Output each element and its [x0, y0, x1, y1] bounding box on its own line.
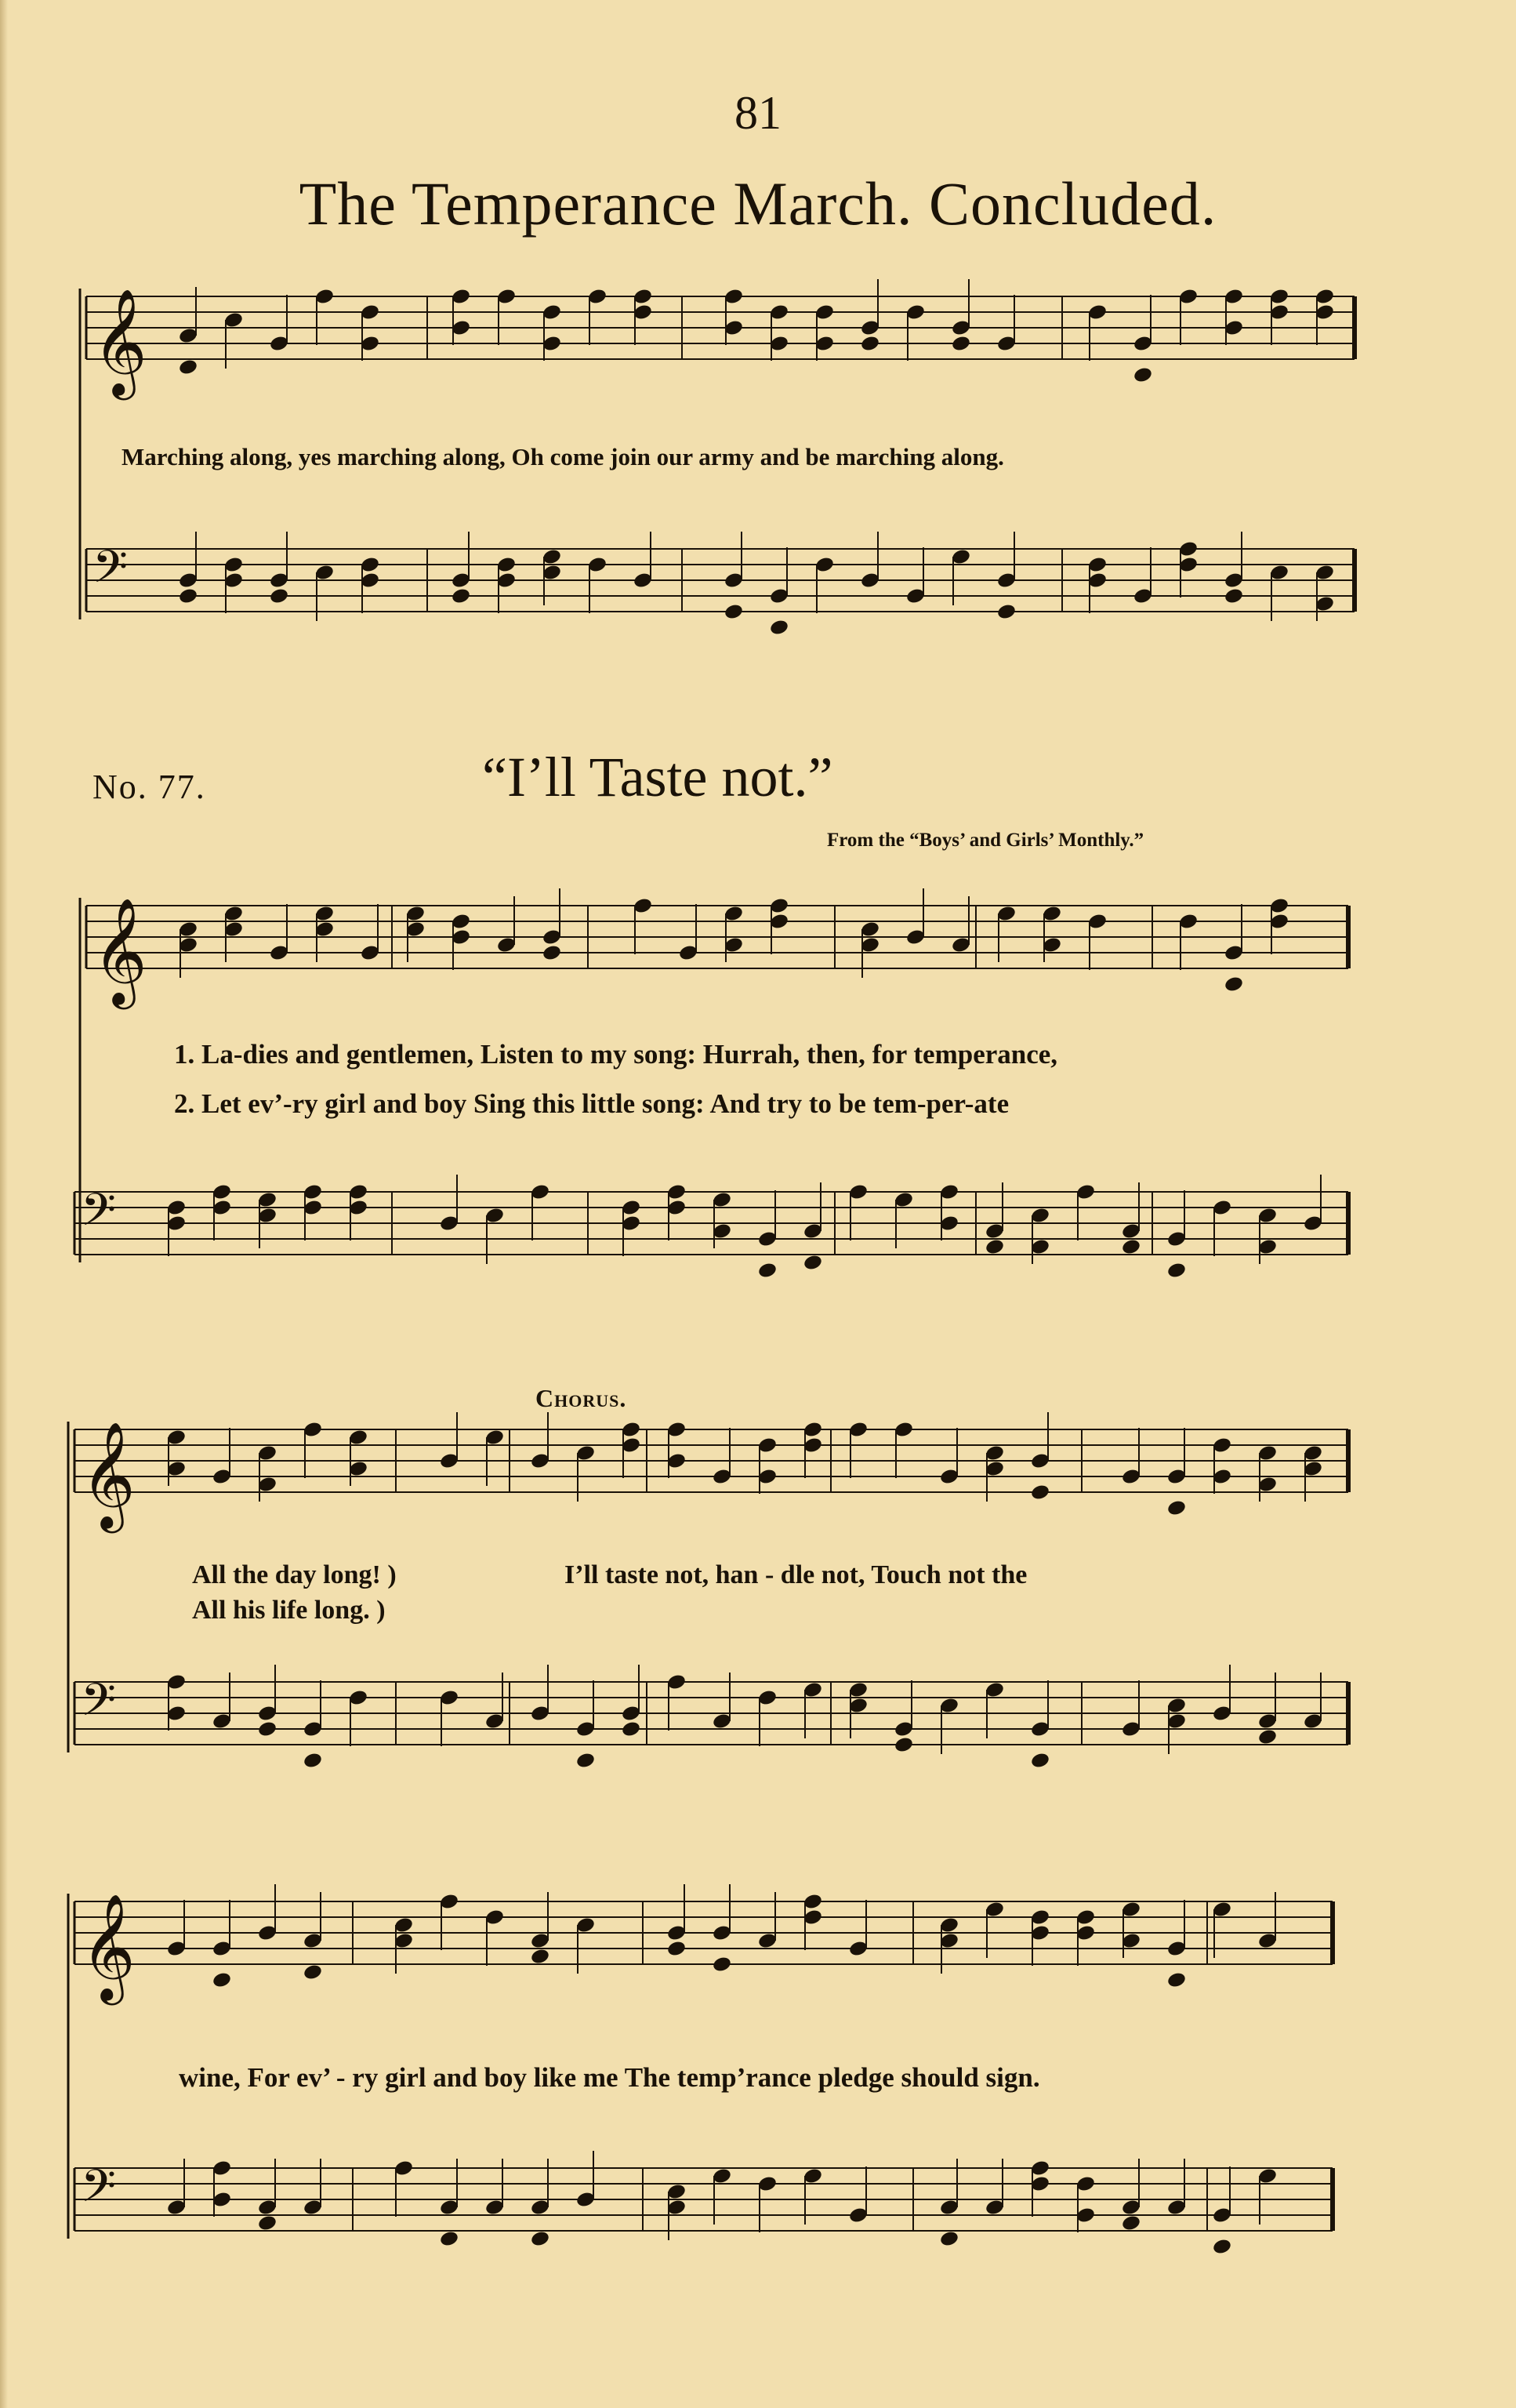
- note-head: [939, 2230, 959, 2248]
- bass-clef: 𝄢: [81, 1183, 117, 1248]
- note-head: [439, 2230, 459, 2248]
- note-head: [178, 358, 198, 376]
- note-head: [1224, 587, 1244, 605]
- treble-clef: 𝄞: [92, 287, 147, 395]
- song-number: No. 77.: [92, 768, 206, 806]
- note-head: [757, 1262, 778, 1280]
- note-head: [621, 1720, 641, 1738]
- note-head: [1257, 1728, 1278, 1746]
- note-head: [996, 603, 1017, 621]
- ending-2-lyric: All his life long. ): [192, 1596, 386, 1625]
- bass-clef: 𝄢: [81, 1673, 117, 1738]
- chorus-lyric-1: I’ll taste not, han - dle not, Touch not the: [564, 1560, 1028, 1589]
- note-head: [542, 944, 562, 962]
- note-head: [1121, 2214, 1141, 2232]
- note-head: [1133, 366, 1153, 384]
- note-head: [803, 1254, 823, 1272]
- note-head: [666, 1940, 687, 1958]
- note-head: [530, 1948, 550, 1966]
- note-head: [1166, 1262, 1187, 1280]
- song-title: “I’ll Taste not.”: [482, 746, 833, 808]
- note-head: [303, 1752, 323, 1770]
- note-head: [712, 1956, 732, 1974]
- note-head: [951, 335, 971, 353]
- verse-2-lyric: 2. Let ev’-ry girl and boy Sing this little song: And try to be tem-per-ate: [174, 1088, 1010, 1119]
- note-head: [530, 2230, 550, 2248]
- note-head: [269, 587, 289, 605]
- note-head: [1030, 1484, 1050, 1502]
- note-head: [1224, 975, 1244, 993]
- bass-clef: 𝄢: [92, 540, 129, 605]
- page-title: The Temperance March. Concluded.: [299, 169, 1217, 238]
- note-head: [1166, 1499, 1187, 1517]
- treble-clef: 𝄞: [81, 1420, 136, 1528]
- treble-clef: 𝄞: [92, 896, 147, 1004]
- note-head: [257, 1720, 277, 1738]
- ending-1-lyric: All the day long! ): [192, 1560, 397, 1589]
- note-head: [212, 1971, 232, 1989]
- note-head: [575, 1752, 596, 1770]
- song-source: From the “Boys’ and Girls’ Monthly.”: [827, 830, 1144, 851]
- note-head: [1121, 1238, 1141, 1256]
- note-head: [257, 2214, 277, 2232]
- note-head: [178, 587, 198, 605]
- note-head: [1166, 1971, 1187, 1989]
- note-head: [985, 1238, 1005, 1256]
- note-head: [894, 1736, 914, 1754]
- chorus-lyric-2: wine, For ev’ - ry girl and boy like me The temp’rance pledge should sign.: [179, 2062, 1040, 2093]
- treble-clef: 𝄞: [81, 1892, 136, 2000]
- march-lyric: Marching along, yes marching along, Oh come join our army and be marching along.: [121, 443, 1004, 470]
- note-head: [769, 619, 789, 637]
- note-head: [1030, 1752, 1050, 1770]
- note-head: [860, 335, 880, 353]
- bass-clef: 𝄢: [81, 2159, 117, 2224]
- note-head: [303, 1963, 323, 1981]
- note-head: [724, 603, 744, 621]
- page-number: 81: [734, 87, 782, 139]
- note-head: [451, 587, 471, 605]
- note-head: [1212, 2238, 1232, 2256]
- verse-1-lyric: 1. La-dies and gentlemen, Listen to my song: Hurrah, then, for temperance,: [174, 1039, 1058, 1070]
- chorus-label: Chorus.: [535, 1384, 627, 1412]
